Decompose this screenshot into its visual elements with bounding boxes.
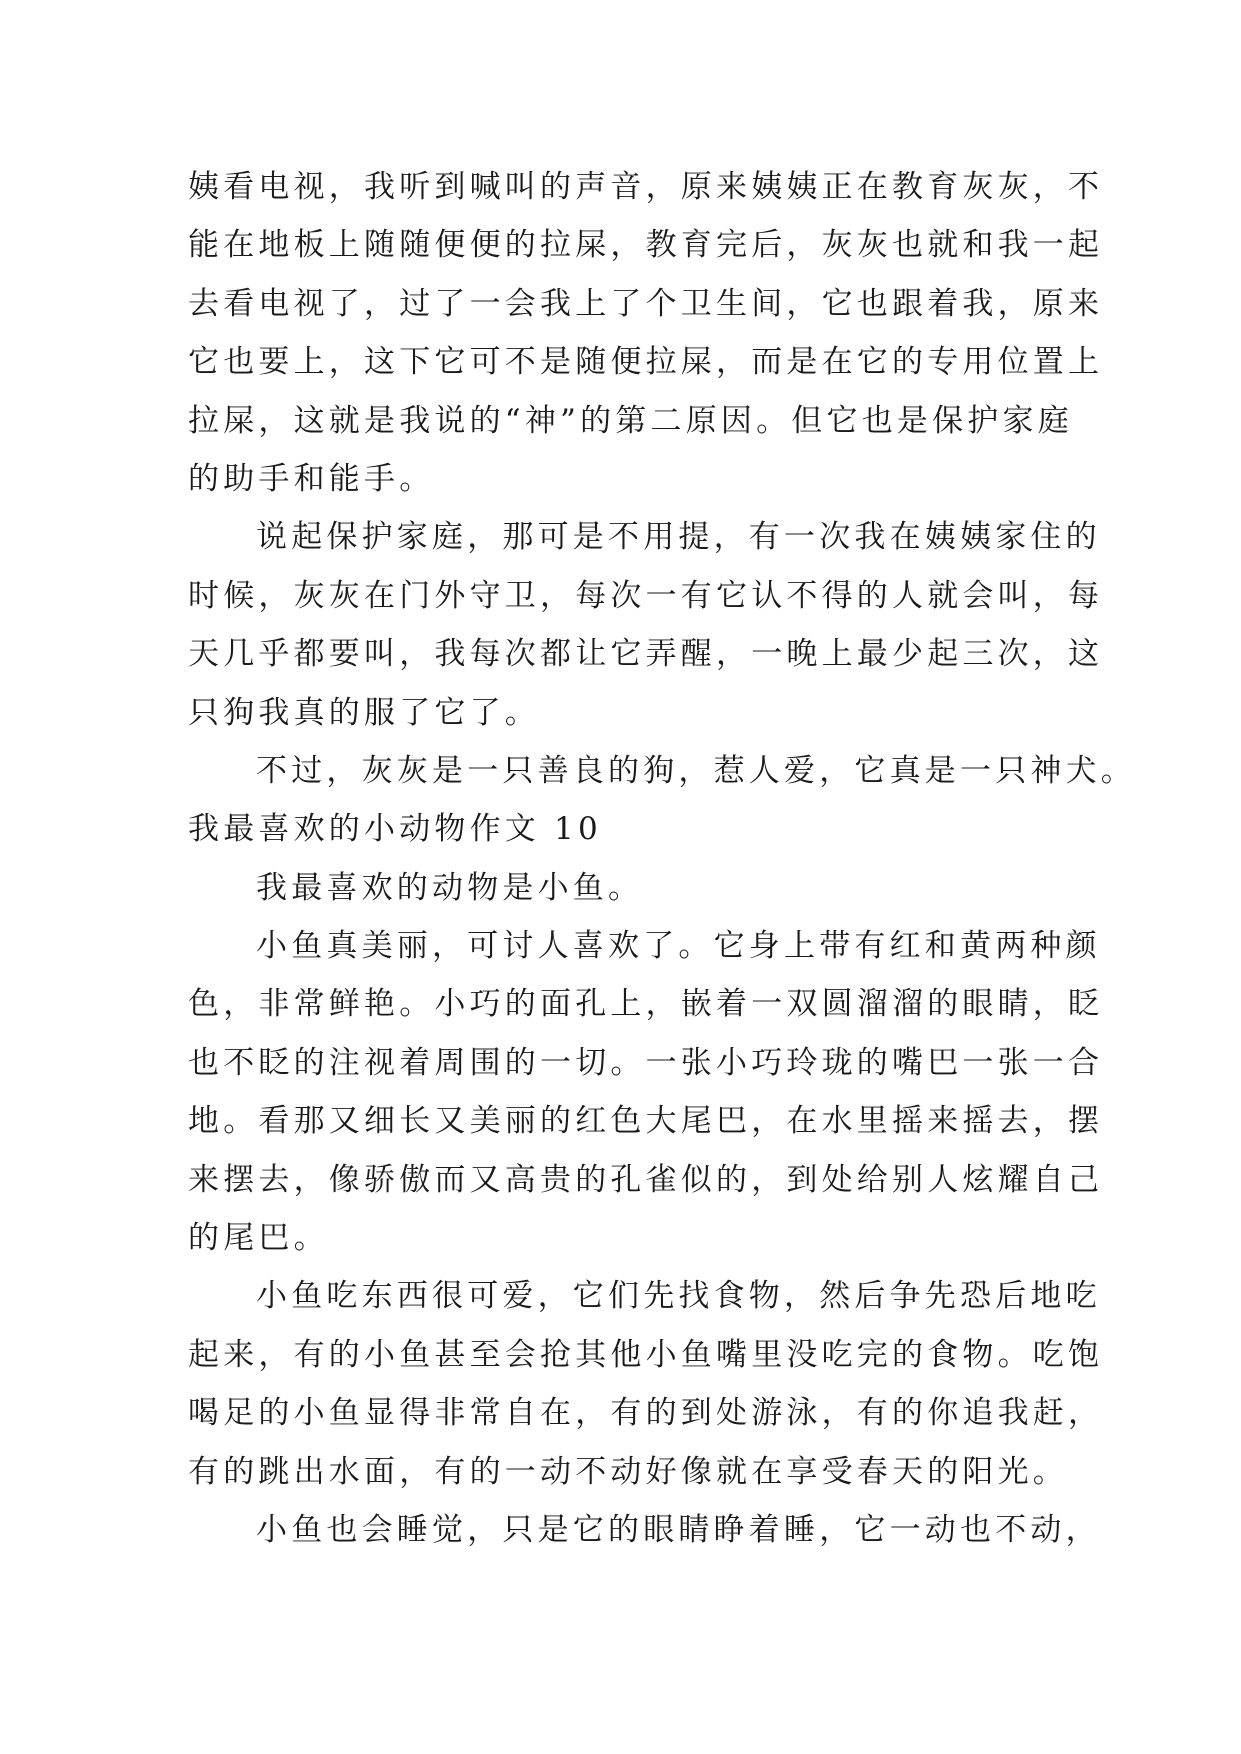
text-line: 的助手和能手。	[188, 460, 435, 497]
document-body	[188, 158, 1136, 1559]
text-line: 起来，有的小鱼甚至会抢其他小鱼嘴里没吃完的食物。吃饱	[188, 1336, 1104, 1373]
text-line: 姨看电视，我听到喊叫的声音，原来姨姨正在教育灰灰，不	[188, 169, 1104, 205]
text-line: 天几乎都要叫，我每次都让它弄醒，一晚上最少起三次，这	[188, 636, 1104, 673]
paragraph-first-line: 我最喜欢的动物是小鱼。	[256, 869, 644, 906]
text-line: 能在地板上随随便便的拉屎，教育完后，灰灰也就和我一起	[188, 227, 1104, 264]
text-line: 色，非常鲜艳。小巧的面孔上，嵌着一双圆溜溜的眼睛，眨	[188, 986, 1104, 1023]
text-line: 喝足的小鱼显得非常自在，有的到处游泳，有的你追我赶，	[188, 1395, 1104, 1432]
section-heading: 我最喜欢的小动物作文 10	[188, 811, 602, 848]
text-line: 有的跳出水面，有的一动不动好像就在享受春天的阳光。	[188, 1453, 1068, 1490]
paragraph-first-line: 不过，灰灰是一只善良的狗，惹人爱，它真是一只神犬。	[256, 752, 1136, 789]
text-line: 地。看那又细长又美丽的红色大尾巴，在水里摇来摇去，摆	[188, 1103, 1104, 1140]
paragraph-first-line: 小鱼吃东西很可爱，它们先找食物，然后争先恐后地吃	[256, 1278, 1101, 1315]
paragraph-first-line: 说起保护家庭，那可是不用提，有一次我在姨姨家住的	[256, 519, 1101, 556]
text-line: 它也要上，这下它可不是随便拉屎，而是在它的专用位置上	[188, 344, 1104, 381]
text-line: 也不眨的注视着周围的一切。一张小巧玲珑的嘴巴一张一合	[188, 1044, 1104, 1081]
text-line: 的尾巴。	[188, 1220, 329, 1257]
text-line: 去看电视了，过了一会我上了个卫生间，它也跟着我，原来	[188, 285, 1104, 322]
paragraph-first-line: 小鱼真美丽，可讨人喜欢了。它身上带有红和黄两种颜	[256, 928, 1101, 965]
paragraph-first-line: 小鱼也会睡觉，只是它的眼睛睁着睡，它一动也不动，	[256, 1511, 1101, 1548]
text-line: 来摆去，像骄傲而又高贵的孔雀似的，到处给别人炫耀自己	[188, 1161, 1104, 1198]
text-line: 时候，灰灰在门外守卫，每次一有它认不得的人就会叫，每	[188, 577, 1104, 614]
text-line: 拉屎，这就是我说的“神”的第二原因。但它也是保护家庭	[188, 402, 1073, 439]
text-line: 只狗我真的服了它了。	[188, 694, 540, 731]
